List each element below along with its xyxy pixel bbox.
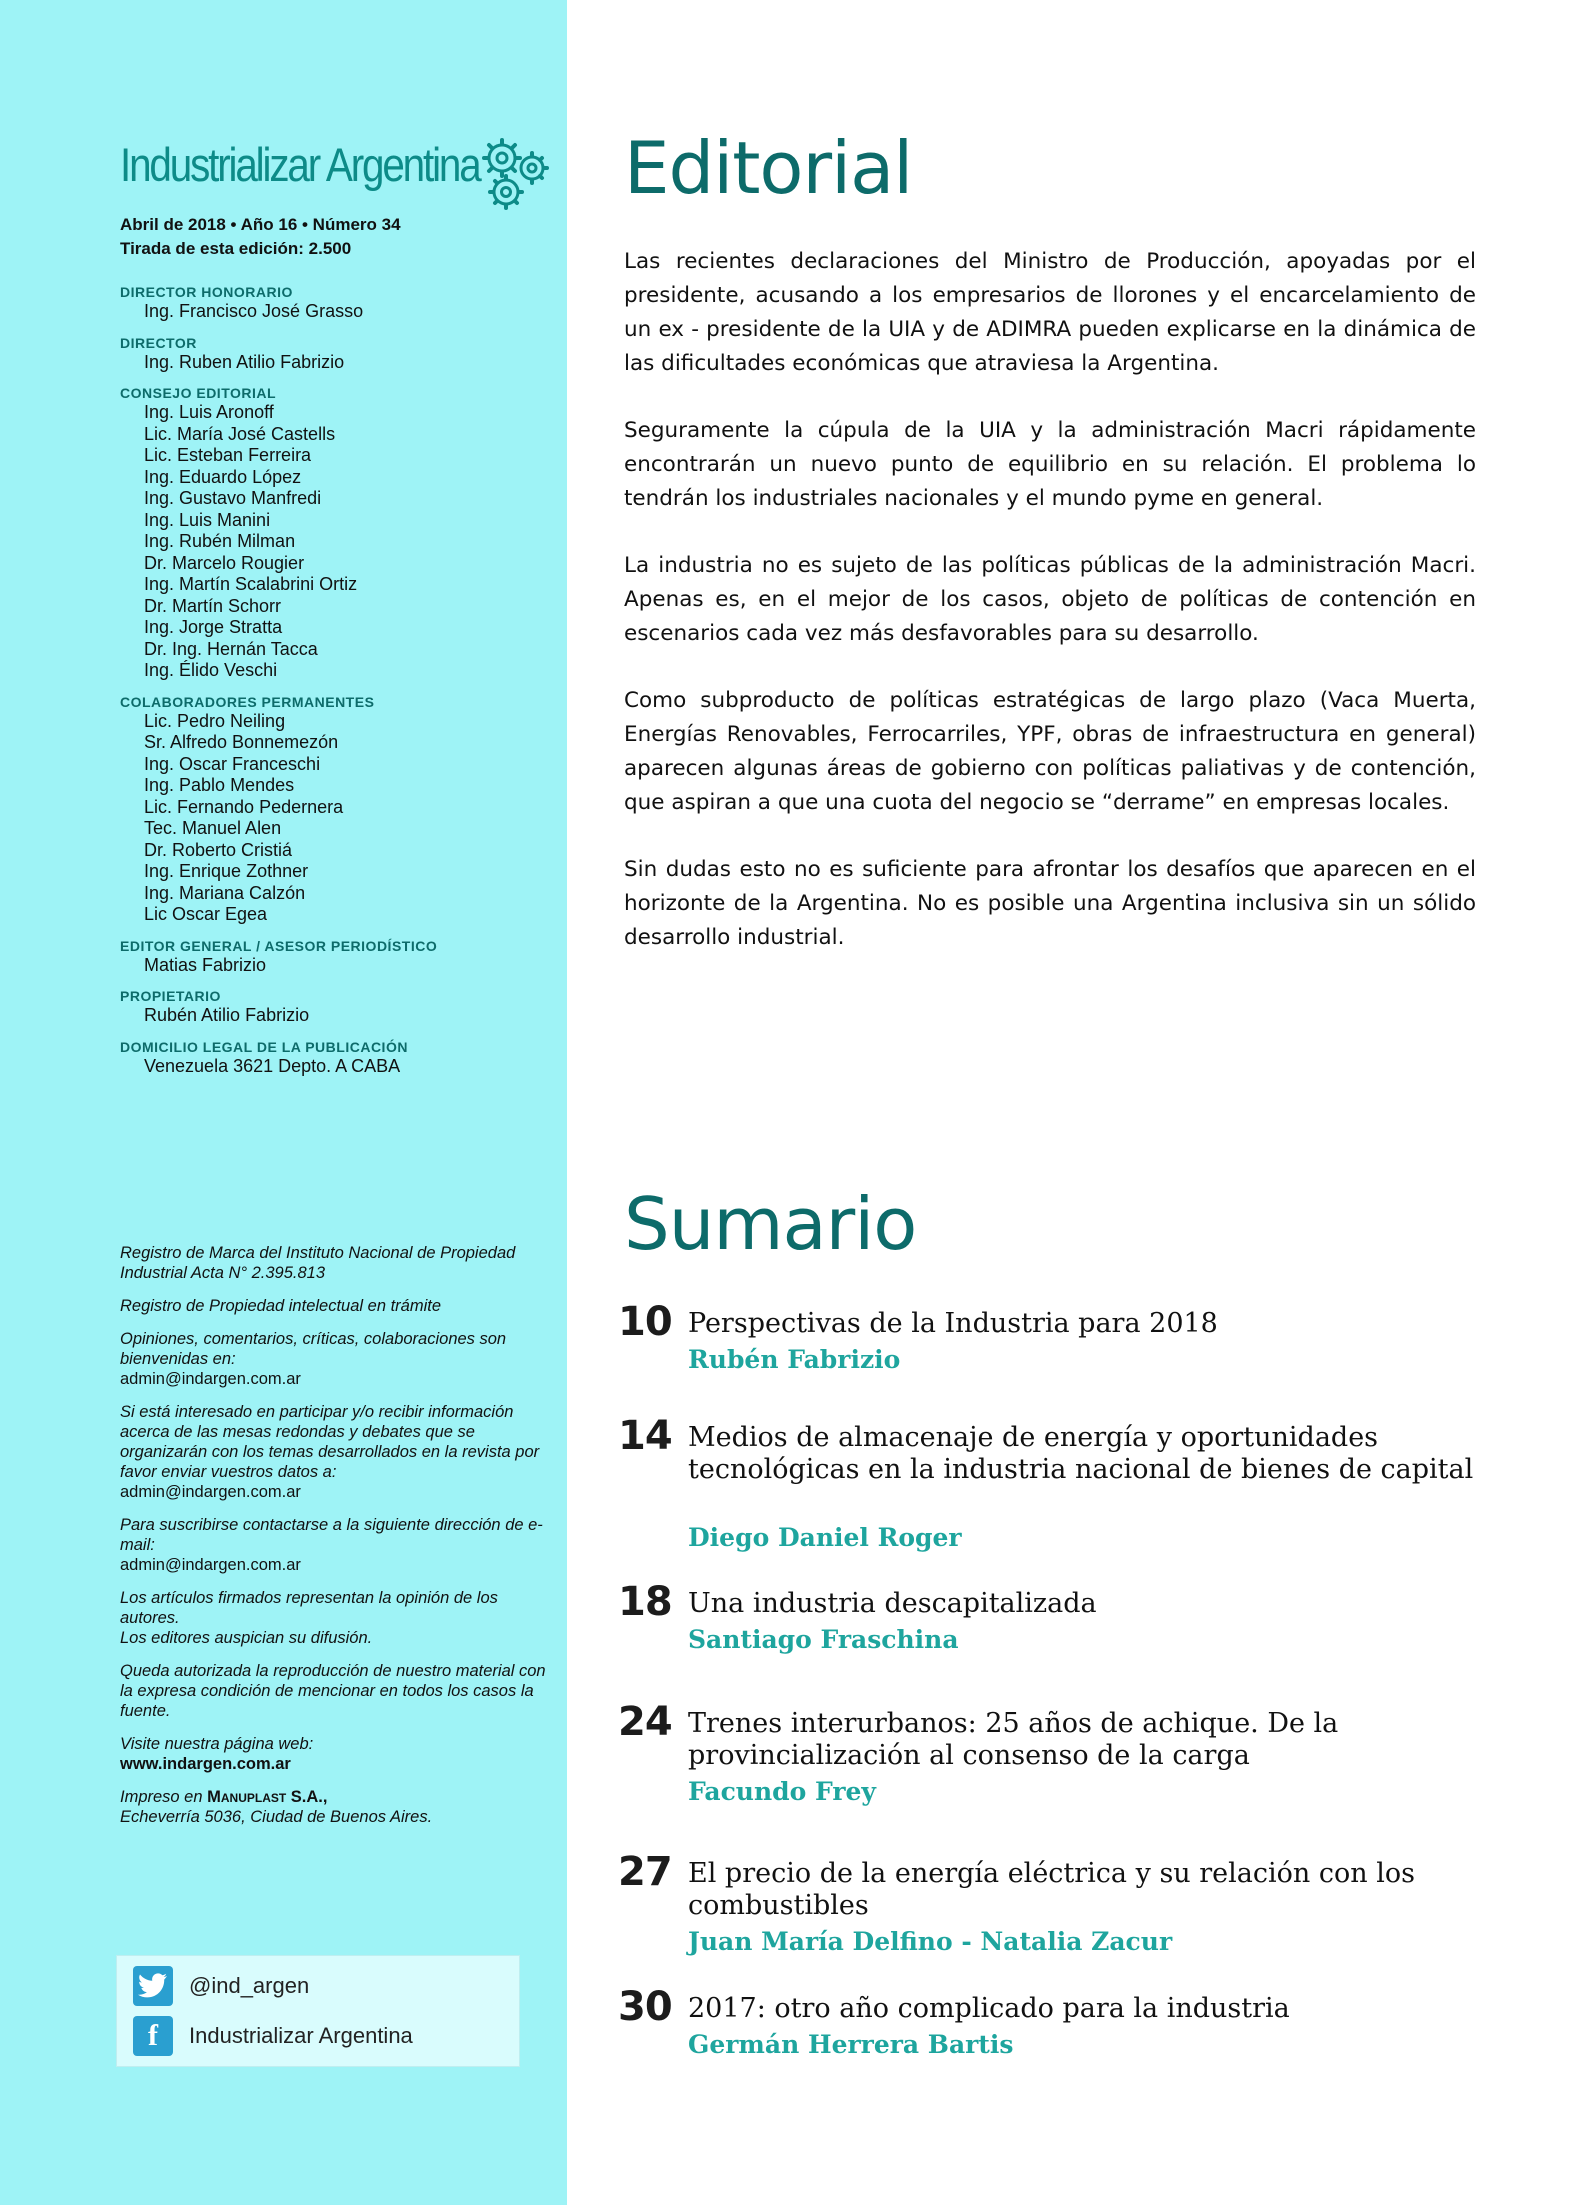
printed-prefix: Impreso en — [120, 1788, 203, 1806]
staff-name: Lic Oscar Egea — [144, 904, 268, 924]
opinions-email-link[interactable]: admin@indargen.com.ar — [120, 1370, 301, 1388]
staff-name: Ing. Oscar Franceschi — [144, 753, 321, 774]
staff-role: EDITOR GENERAL / ASESOR PERIODÍSTICO — [120, 937, 438, 954]
signed-text-1: Los artículos firmados representan la opinión de los autores. — [120, 1589, 498, 1627]
twitter-icon — [133, 1966, 173, 2006]
opinions-note — [120, 1329, 560, 1389]
subscribe-text: Para suscribirse contactarse a la siguiente dirección de e-mail: — [120, 1516, 543, 1554]
staff-role: PROPIETARIO — [120, 988, 221, 1004]
staff-name: Dr. Ing. Hernán Tacca — [144, 638, 318, 659]
staff-role: DIRECTOR HONORARIO — [120, 284, 293, 300]
staff-name: Ing. Luis Manini — [144, 509, 271, 530]
opinions-text: Opiniones, comentarios, críticas, colaboraciones son bienvenidas en: — [120, 1330, 507, 1368]
staff-name: Rubén Atilio Fabrizio — [144, 1005, 310, 1025]
gears-logo-icon — [476, 134, 562, 220]
staff-role: CONSEJO EDITORIAL — [120, 385, 277, 401]
staff-name: Venezuela 3621 Depto. A CABA — [144, 1055, 401, 1076]
editorial-paragraph: Las recientes declaraciones del Ministro de Producción, apoyadas por el presidente, acusando a los empresarios de llorones y el encarcelamiento de un ex - presidente de la UIA y de ADIMRA pueden explicarse en la dinámica de las dificultades económicas que atraviesa la Argentina. — [624, 249, 1476, 376]
editorial-body — [624, 245, 1476, 988]
page-number: 18 — [618, 1579, 672, 1625]
staff-name: Lic. Pedro Neiling — [144, 710, 286, 731]
article-author: Facundo Frey — [688, 1777, 876, 1806]
staff-name: Lic. María José Castells — [144, 423, 336, 444]
sidebar — [0, 0, 567, 2205]
print-run: Tirada de esta edición: 2.500 — [120, 239, 352, 258]
page-number: 27 — [618, 1849, 672, 1895]
page-number: 30 — [618, 1984, 672, 2030]
article-title: Medios de almacenaje de energía y oportunidades tecnológicas en la industria nacional de bienes de capital — [688, 1422, 1474, 1485]
signed-note — [120, 1588, 560, 1648]
staff-name: Matias Fabrizio — [144, 954, 267, 975]
participate-note — [120, 1402, 560, 1502]
editorial-heading: Editorial — [624, 126, 913, 210]
twitter-row[interactable] — [133, 1964, 309, 2008]
article-title: Trenes interurbanos: 25 años de achique. De la provincialización al consenso de la carga — [688, 1708, 1339, 1771]
website-link[interactable]: www.indargen.com.ar — [120, 1755, 291, 1773]
staff-name: Ing. Rubén Milman — [144, 531, 296, 551]
staff-name: Ing. Martín Scalabrini Ortiz — [144, 574, 358, 594]
article-title: Una industria descapitalizada — [688, 1588, 1097, 1619]
staff-name: Ing. Jorge Stratta — [144, 617, 283, 637]
article-author: Santiago Fraschina — [688, 1625, 959, 1654]
issue-info — [120, 213, 401, 261]
staff-name: Ing. Luis Aronoff — [144, 402, 274, 422]
staff-name: Ing. Pablo Mendes — [144, 775, 295, 795]
legal-notes — [120, 1243, 560, 1840]
facebook-icon: f — [133, 2016, 173, 2056]
trademark-note: Registro de Marca del Instituto Nacional de Propiedad Industrial Acta N° 2.395.813 — [120, 1244, 516, 1282]
website-note — [120, 1734, 560, 1774]
staff-name: Sr. Alfredo Bonnemezón — [144, 732, 339, 752]
staff-name: Dr. Martín Schorr — [144, 595, 282, 616]
staff-name: Ing. Eduardo López — [144, 466, 302, 487]
article-author: Diego Daniel Roger — [688, 1523, 962, 1552]
social-box — [116, 1955, 520, 2067]
masthead — [120, 140, 560, 190]
article-author: Rubén Fabrizio — [688, 1345, 901, 1374]
article-author: Juan María Delfino - Natalia Zacur — [688, 1927, 1173, 1956]
facebook-page: Industrializar Argentina — [189, 2023, 413, 2048]
page-number: 10 — [618, 1299, 672, 1345]
page-number: 24 — [618, 1699, 672, 1745]
printer-address: Echeverría 5036, Ciudad de Buenos Aires. — [120, 1808, 433, 1826]
printer-name: Manuplast S.A., — [207, 1788, 328, 1806]
participate-text: Si está interesado en participar y/o recibir información acerca de las mesas redondas y debates que se organizarán con los temas desarrollados en la revista por favor enviar vuestros datos a: — [120, 1403, 540, 1481]
staff-name: Lic. Esteban Ferreira — [144, 445, 312, 465]
editorial-paragraph: Seguramente la cúpula de la UIA y la administración Macri rápidamente encontrarán un nuevo punto de equilibrio en su relación. El problema lo tendrán los industriales nacionales y el mundo pyme en general. — [624, 418, 1476, 511]
staff-name: Ing. Francisco José Grasso — [144, 301, 364, 321]
staff-name: Ing. Ruben Atilio Fabrizio — [144, 351, 345, 372]
signed-text-2: Los editores auspician su difusión. — [120, 1629, 373, 1647]
staff-name: Tec. Manuel Alen — [144, 818, 282, 838]
reproduction-note: Queda autorizada la reproducción de nuestro material con la expresa condición de mencionar en todos los casos la fuente. — [120, 1662, 546, 1720]
staff-name: Ing. Mariana Calzón — [144, 882, 306, 903]
printer-note — [120, 1787, 560, 1827]
editorial-paragraph: La industria no es sujeto de las políticas públicas de la administración Macri. Apenas es, en el mejor de los casos, objeto de políticas de contención en escenarios cada vez más desfavorables para su desarrollo. — [624, 553, 1476, 646]
editorial-paragraph: Sin dudas esto no es suficiente para afrontar los desafíos que aparecen en el horizonte de la Argentina. No es posible una Argentina inclusiva sin un sólido desarrollo industrial. — [624, 857, 1476, 950]
subscribe-note — [120, 1515, 560, 1575]
staff-list — [120, 283, 560, 1077]
staff-name: Ing. Élido Veschi — [144, 660, 278, 680]
website-label: Visite nuestra página web: — [120, 1735, 314, 1753]
staff-role: DOMICILIO LEGAL DE LA PUBLICACIÓN — [120, 1038, 408, 1055]
staff-name: Ing. Enrique Zothner — [144, 861, 309, 881]
issue-line: Abril de 2018 • Año 16 • Número 34 — [120, 215, 401, 234]
twitter-handle: @ind_argen — [189, 1973, 310, 1998]
facebook-row[interactable] — [133, 2014, 413, 2058]
article-author: Germán Herrera Bartis — [688, 2030, 1014, 2059]
staff-role: DIRECTOR — [120, 334, 197, 351]
sumario-heading: Sumario — [624, 1182, 917, 1266]
editorial-paragraph: Como subproducto de políticas estratégicas de largo plazo (Vaca Muerta, Energías Renovables, Ferrocarriles, YPF, obras de infraestructura en general) aparecen algunas áreas de gobierno con políticas paliativas y de contención, que aspiran a que una cuota del negocio se “derrame” en empresas locales. — [624, 688, 1476, 815]
staff-name: Dr. Marcelo Rougier — [144, 552, 305, 573]
page-number: 14 — [618, 1413, 672, 1459]
staff-role: COLABORADORES PERMANENTES — [120, 693, 375, 710]
article-title: Perspectivas de la Industria para 2018 — [688, 1308, 1218, 1339]
ip-note: Registro de Propiedad intelectual en trámite — [120, 1297, 442, 1315]
staff-name: Lic. Fernando Pedernera — [144, 796, 344, 817]
article-title: 2017: otro año complicado para la industria — [688, 1993, 1290, 2024]
article-title: El precio de la energía eléctrica y su relación con los combustibles — [688, 1858, 1415, 1921]
participate-email-link[interactable]: admin@indargen.com.ar — [120, 1483, 301, 1501]
magazine-title: Industrializar Argentina — [120, 138, 480, 191]
staff-name: Ing. Gustavo Manfredi — [144, 488, 322, 508]
subscribe-email-link[interactable]: admin@indargen.com.ar — [120, 1556, 301, 1574]
staff-name: Dr. Roberto Cristiá — [144, 839, 293, 860]
